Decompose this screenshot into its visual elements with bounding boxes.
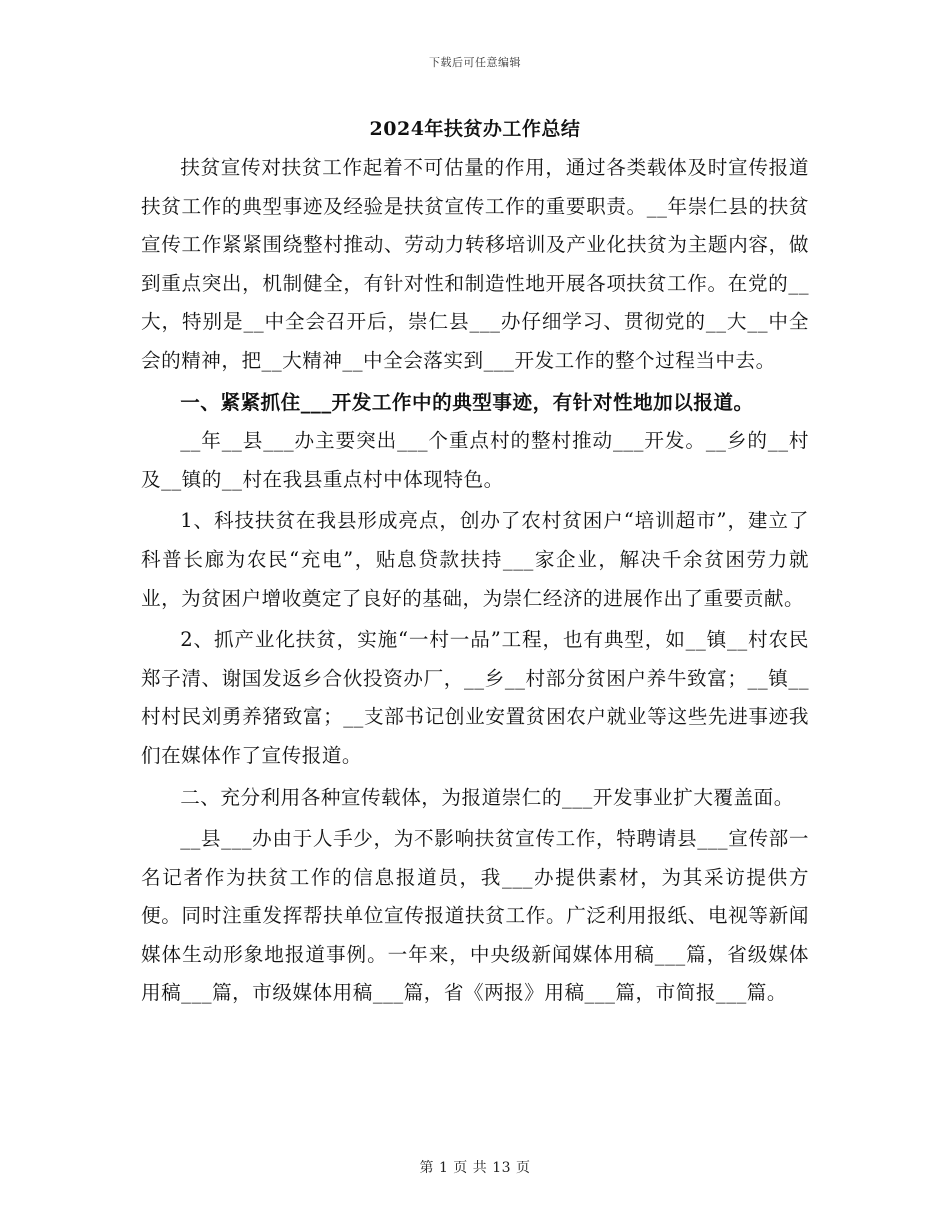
section-heading-2: 二、充分利用各种宣传载体，为报道崇仁的___开发事业扩大覆盖面。 bbox=[180, 785, 794, 809]
section-heading-1: 一、紧紧抓住___开发工作中的典型事迹，有针对性地加以报道。 bbox=[180, 390, 754, 414]
document-body bbox=[141, 149, 809, 1013]
paragraph-intro: 扶贫宣传对扶贫工作起着不可估量的作用，通过各类载体及时宣传报道扶贫工作的典型事迹及经验是扶贫宣传工作的重要职责。__年崇仁县的扶贫宣传工作紧紧围绕整村推动、劳动力转移培训及产业化扶贫为主题内容，做到重点突出，机制健全，有针对性和制造性地开展各项扶贫工作。在党的__大，特别是__中全会召开后，崇仁县___办仔细学习、贯彻党的__大__中全会的精神，把__大精神__中全会落实到___开发工作的整个过程当中去。 bbox=[141, 156, 809, 372]
paragraph-tech-poverty-relief: 1、科技扶贫在我县形成亮点，创办了农村贫困户“培训超市”，建立了科普长廊为农民“充电”，贴息贷款扶持___家企业，解决千余贫困劳力就业，为贫困户增收奠定了良好的基础，为崇仁经济的进展作出了重要贡献。 bbox=[141, 509, 809, 610]
paragraph-media-coverage: __县___办由于人手少，为不影响扶贫宣传工作，特聘请县___宣传部一名记者作为扶贫工作的信息报道员，我___办提供素材，为其采访提供方便。同时注重发挥帮扶单位宣传报道扶贫工作。广泛利用报纸、电视等新闻媒体生动形象地报道事例。一年来，中央级新闻媒体用稿___篇，省级媒体用稿___篇，市级媒体用稿___篇，省《两报》用稿___篇，市简报___篇。 bbox=[141, 827, 809, 1005]
document-title: 2024年扶贫办工作总结 bbox=[369, 118, 581, 140]
paragraph-key-villages: __年__县___办主要突出___个重点村的整村推动___开发。__乡的__村及__镇的__村在我县重点村中体现特色。 bbox=[141, 429, 809, 491]
page-footer: 第 1 页 共 13 页 bbox=[419, 1160, 531, 1176]
paragraph-industrial-poverty-relief: 2、抓产业化扶贫，实施“一村一品”工程，也有典型，如__镇__村农民郑子清、谢国发返乡合伙投资办厂，__乡__村部分贫困户养牛致富；__镇__村村民刘勇养猪致富；__支部书记创业安置贫困农户就业等这些先进事迹我们在媒体作了宣传报道。 bbox=[141, 628, 809, 767]
header-note: 下载后可任意编辑 bbox=[429, 56, 521, 69]
